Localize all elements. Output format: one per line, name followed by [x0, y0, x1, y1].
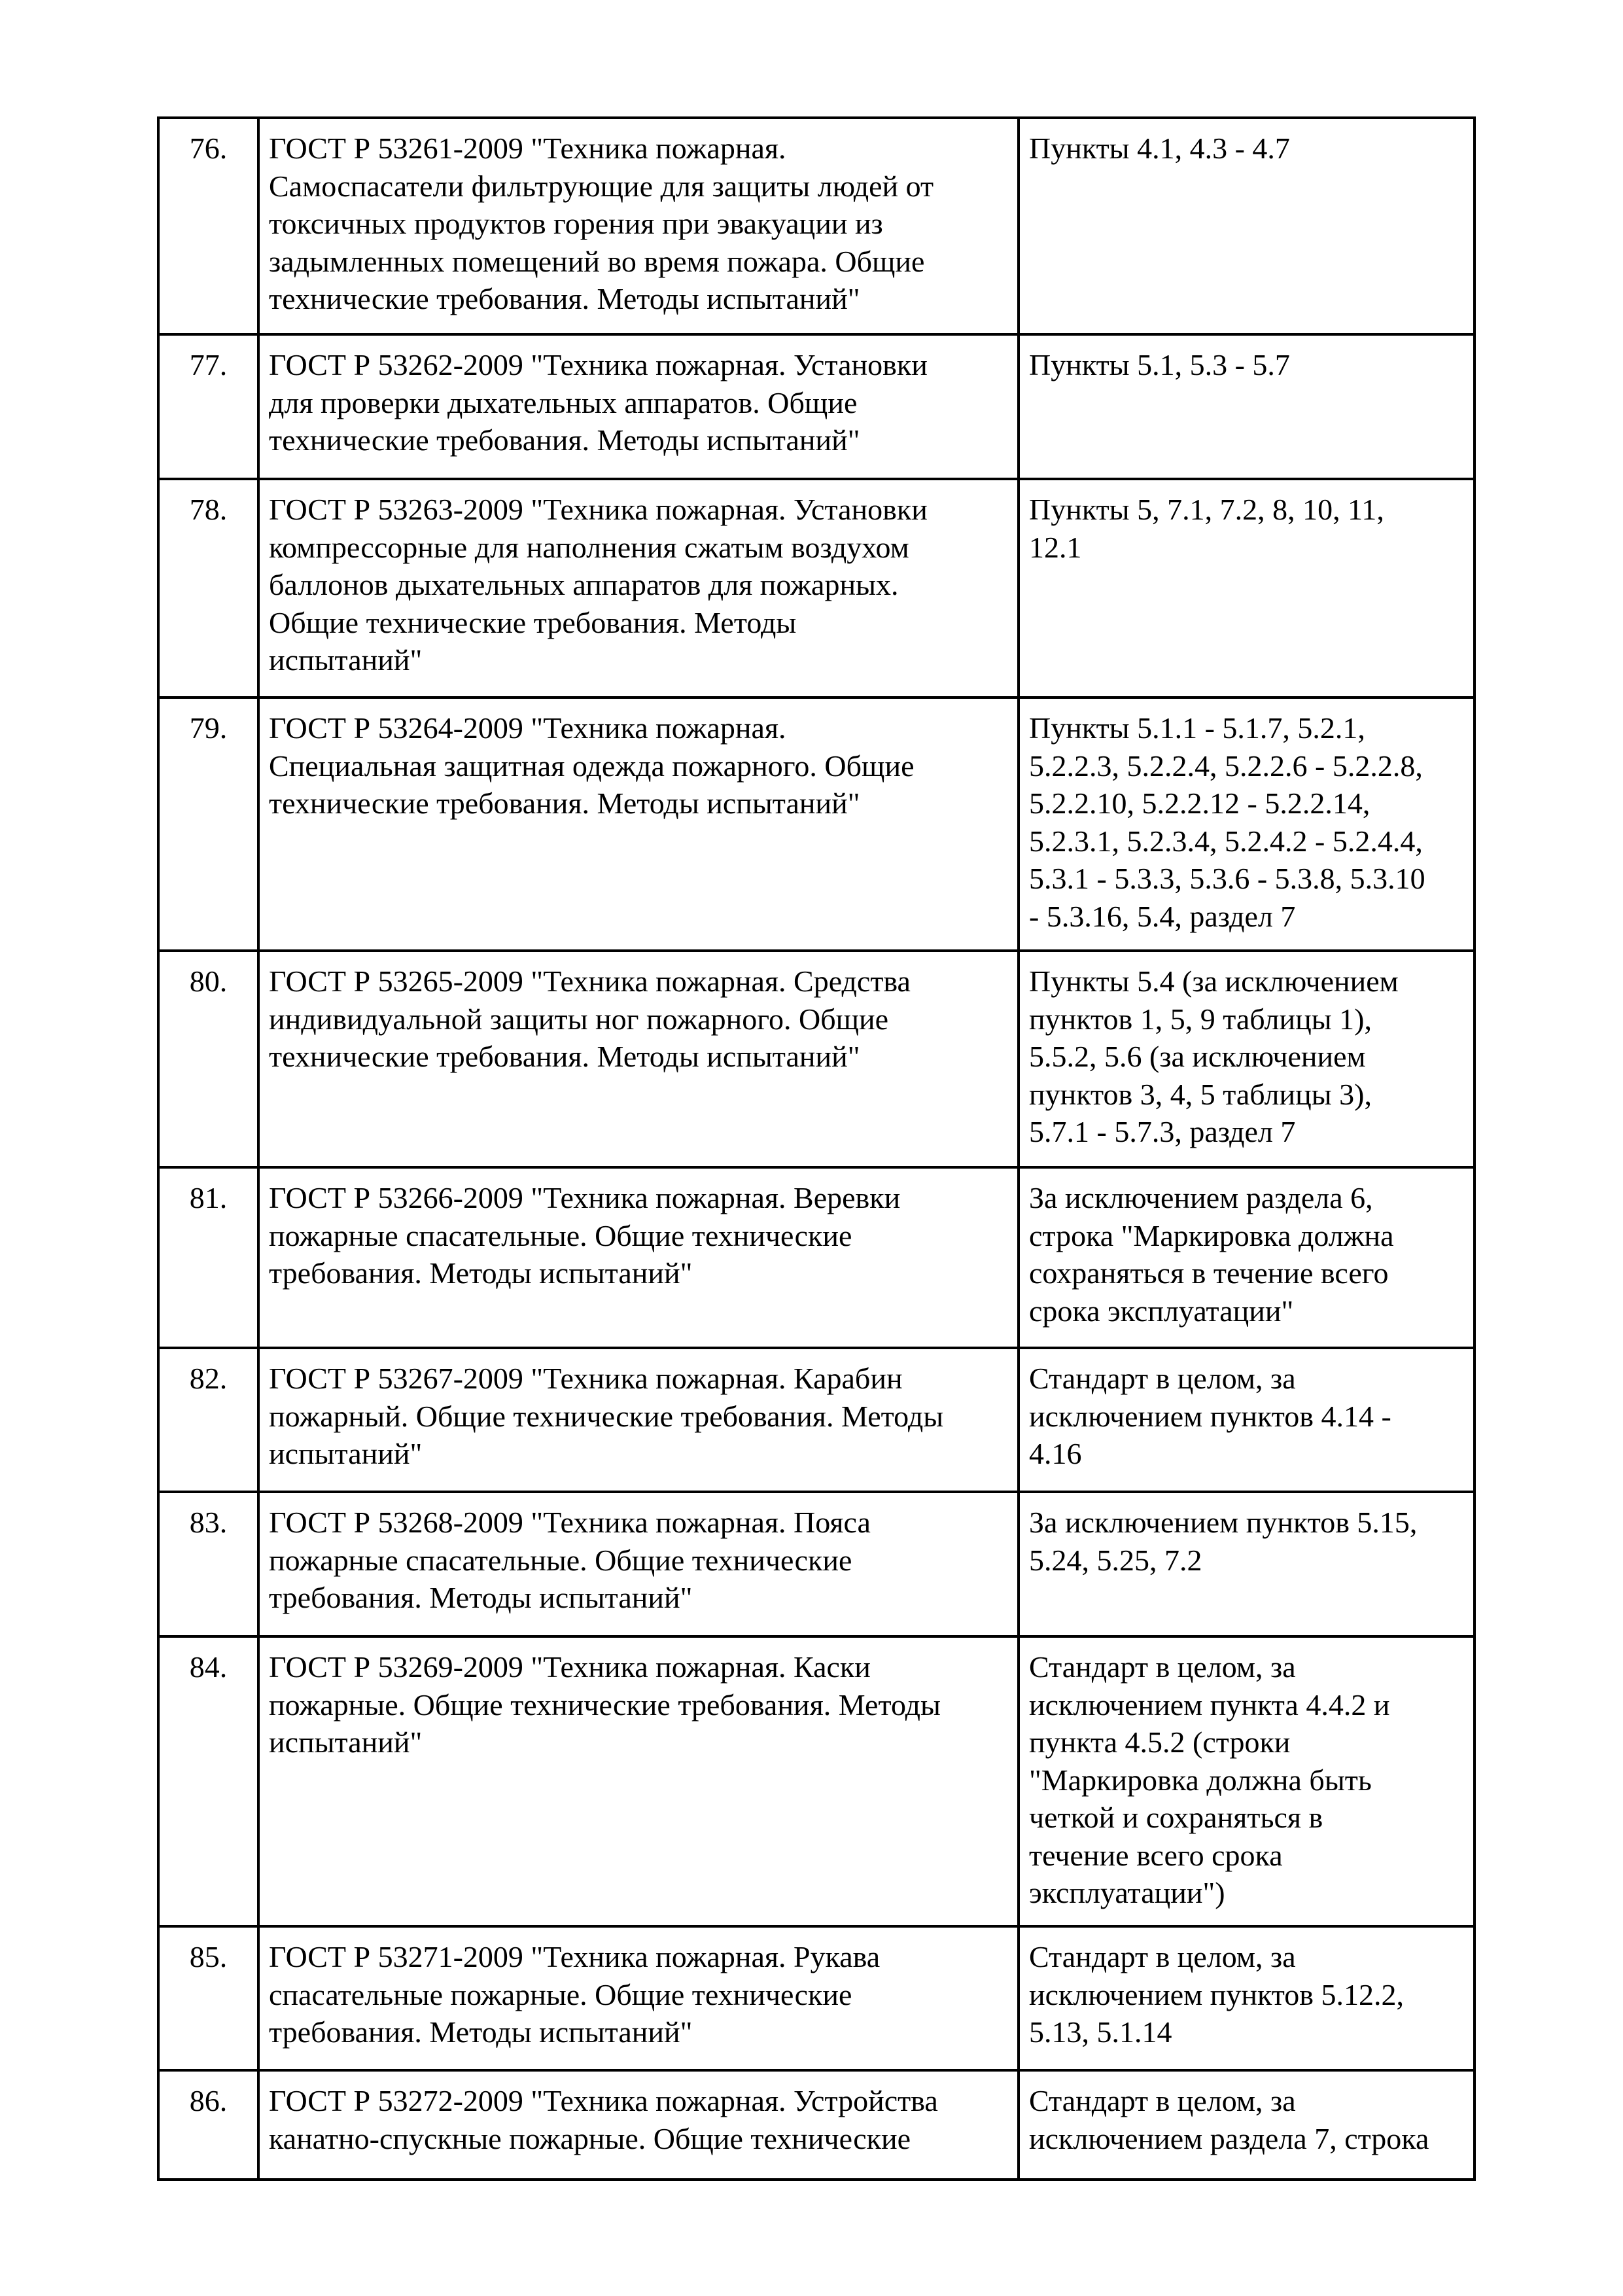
- row-number: 82.: [158, 1348, 258, 1492]
- standard-title: ГОСТ Р 53272-2009 "Техника пожарная. Устройства канатно-спускные пожарные. Общие технические: [258, 2070, 1019, 2180]
- applicable-clauses: Пункты 5, 7.1, 7.2, 8, 10, 11, 12.1: [1019, 479, 1475, 698]
- table-row: [158, 951, 1475, 1167]
- applicable-clauses: Стандарт в целом, за исключением раздела 7, строка: [1019, 2070, 1475, 2180]
- standards-table: [157, 116, 1476, 2181]
- row-number: 76.: [158, 118, 258, 334]
- applicable-clauses: Стандарт в целом, за исключением пунктов 4.14 - 4.16: [1019, 1348, 1475, 1492]
- standard-title: ГОСТ Р 53261-2009 "Техника пожарная. Самоспасатели фильтрующие для защиты людей от токсичных продуктов горения при эвакуации из задымленных помещений во время пожара. Общие технические требования. Методы испытаний": [258, 118, 1019, 334]
- standard-title: ГОСТ Р 53263-2009 "Техника пожарная. Установки компрессорные для наполнения сжатым воздухом баллонов дыхательных аппаратов для пожарных. Общие технические требования. Методы испытаний": [258, 479, 1019, 698]
- applicable-clauses: Пункты 4.1, 4.3 - 4.7: [1019, 118, 1475, 334]
- row-number: 84.: [158, 1636, 258, 1926]
- row-number: 83.: [158, 1492, 258, 1636]
- applicable-clauses: Пункты 5.1.1 - 5.1.7, 5.2.1, 5.2.2.3, 5.2.2.4, 5.2.2.6 - 5.2.2.8, 5.2.2.10, 5.2.2.12 - 5.2.2.14, 5.2.3.1, 5.2.3.4, 5.2.4.2 - 5.2.4.4, 5.3.1 - 5.3.3, 5.3.6 - 5.3.8, 5.3.10 - 5.3.16, 5.4, раздел 7: [1019, 698, 1475, 951]
- standard-title: ГОСТ Р 53266-2009 "Техника пожарная. Веревки пожарные спасательные. Общие технические требования. Методы испытаний": [258, 1167, 1019, 1348]
- standard-title: ГОСТ Р 53271-2009 "Техника пожарная. Рукава спасательные пожарные. Общие технические требования. Методы испытаний": [258, 1926, 1019, 2070]
- table-row: [158, 1926, 1475, 2070]
- applicable-clauses: Стандарт в целом, за исключением пункта 4.4.2 и пункта 4.5.2 (строки "Маркировка должна быть четкой и сохраняться в течение всего срока эксплуатации"): [1019, 1636, 1475, 1926]
- row-number: 79.: [158, 698, 258, 951]
- standard-title: ГОСТ Р 53265-2009 "Техника пожарная. Средства индивидуальной защиты ног пожарного. Общие технические требования. Методы испытаний": [258, 951, 1019, 1167]
- row-number: 85.: [158, 1926, 258, 2070]
- table-row: [158, 1492, 1475, 1636]
- row-number: 77.: [158, 334, 258, 479]
- standard-title: ГОСТ Р 53269-2009 "Техника пожарная. Каски пожарные. Общие технические требования. Методы испытаний": [258, 1636, 1019, 1926]
- row-number: 78.: [158, 479, 258, 698]
- table-row: [158, 698, 1475, 951]
- table-row: [158, 1636, 1475, 1926]
- row-number: 86.: [158, 2070, 258, 2180]
- applicable-clauses: За исключением пунктов 5.15, 5.24, 5.25, 7.2: [1019, 1492, 1475, 1636]
- table-row: [158, 1348, 1475, 1492]
- row-number: 80.: [158, 951, 258, 1167]
- table-row: [158, 2070, 1475, 2180]
- applicable-clauses: Пункты 5.1, 5.3 - 5.7: [1019, 334, 1475, 479]
- table-row: [158, 118, 1475, 334]
- table-row: [158, 334, 1475, 479]
- table-row: [158, 1167, 1475, 1348]
- standard-title: ГОСТ Р 53267-2009 "Техника пожарная. Карабин пожарный. Общие технические требования. Методы испытаний": [258, 1348, 1019, 1492]
- standard-title: ГОСТ Р 53264-2009 "Техника пожарная. Специальная защитная одежда пожарного. Общие технические требования. Методы испытаний": [258, 698, 1019, 951]
- applicable-clauses: Стандарт в целом, за исключением пунктов 5.12.2, 5.13, 5.1.14: [1019, 1926, 1475, 2070]
- standard-title: ГОСТ Р 53262-2009 "Техника пожарная. Установки для проверки дыхательных аппаратов. Общие технические требования. Методы испытаний": [258, 334, 1019, 479]
- applicable-clauses: Пункты 5.4 (за исключением пунктов 1, 5, 9 таблицы 1), 5.5.2, 5.6 (за исключением пунктов 3, 4, 5 таблицы 3), 5.7.1 - 5.7.3, раздел 7: [1019, 951, 1475, 1167]
- applicable-clauses: За исключением раздела 6, строка "Маркировка должна сохраняться в течение всего срока эксплуатации": [1019, 1167, 1475, 1348]
- row-number: 81.: [158, 1167, 258, 1348]
- standard-title: ГОСТ Р 53268-2009 "Техника пожарная. Пояса пожарные спасательные. Общие технические требования. Методы испытаний": [258, 1492, 1019, 1636]
- table-row: [158, 479, 1475, 698]
